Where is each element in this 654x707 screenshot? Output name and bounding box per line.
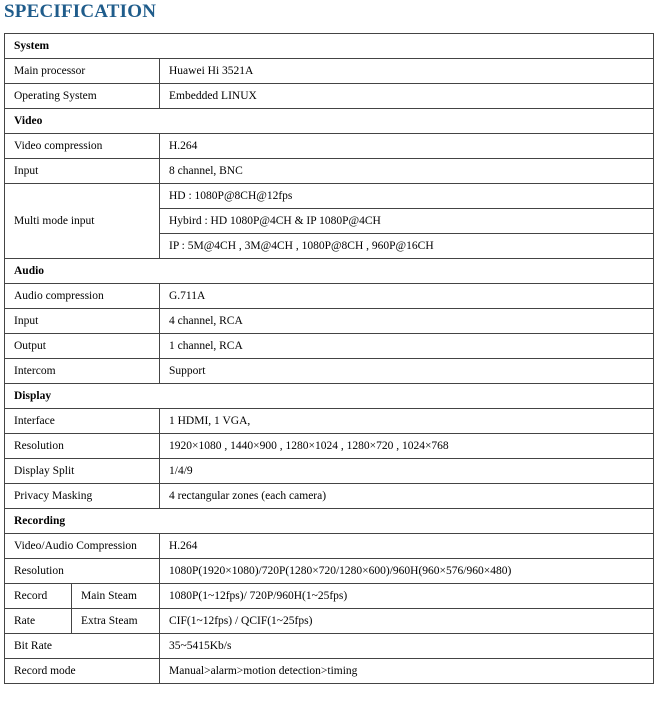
table-row — [5, 284, 654, 309]
section-heading-display: Display — [5, 384, 654, 409]
row-label: Output — [5, 334, 160, 359]
row-label: Video/Audio Compression — [5, 534, 160, 559]
table-row — [5, 584, 654, 609]
section-row-system — [5, 34, 654, 59]
row-label: Bit Rate — [5, 634, 160, 659]
row-label: Video compression — [5, 134, 160, 159]
table-row — [5, 434, 654, 459]
table-row — [5, 534, 654, 559]
row-value: Support — [160, 359, 654, 384]
specification-table — [4, 33, 654, 684]
row-label: Record mode — [5, 659, 160, 684]
table-row — [5, 334, 654, 359]
row-value: H.264 — [160, 134, 654, 159]
row-value: Embedded LINUX — [160, 84, 654, 109]
row-label: Multi mode input — [5, 184, 160, 259]
row-label: Audio compression — [5, 284, 160, 309]
row-value: 1/4/9 — [160, 459, 654, 484]
table-row — [5, 159, 654, 184]
row-value: 1 channel, RCA — [160, 334, 654, 359]
table-row — [5, 84, 654, 109]
table-row — [5, 409, 654, 434]
section-heading-recording: Recording — [5, 509, 654, 534]
row-label: Intercom — [5, 359, 160, 384]
section-row-recording — [5, 509, 654, 534]
row-label: Operating System — [5, 84, 160, 109]
row-label: Main processor — [5, 59, 160, 84]
row-label: Privacy Masking — [5, 484, 160, 509]
section-row-video — [5, 109, 654, 134]
row-sublabel-extra-steam: Extra Steam — [72, 609, 160, 634]
row-value: HD : 1080P@8CH@12fps — [160, 184, 654, 209]
row-value: CIF(1~12fps) / QCIF(1~25fps) — [160, 609, 654, 634]
row-value: 1 HDMI, 1 VGA, — [160, 409, 654, 434]
section-row-audio — [5, 259, 654, 284]
section-heading-video: Video — [5, 109, 654, 134]
row-label: Resolution — [5, 559, 160, 584]
row-value: 4 rectangular zones (each camera) — [160, 484, 654, 509]
row-value: G.711A — [160, 284, 654, 309]
table-row — [5, 484, 654, 509]
row-label: Interface — [5, 409, 160, 434]
row-value: 1080P(1920×1080)/720P(1280×720/1280×600)/960H(960×576/960×480) — [160, 559, 654, 584]
row-value: 1080P(1~12fps)/ 720P/960H(1~25fps) — [160, 584, 654, 609]
section-row-display — [5, 384, 654, 409]
page-title: SPECIFICATION — [4, 1, 157, 22]
row-value: Huawei Hi 3521A — [160, 59, 654, 84]
table-row — [5, 659, 654, 684]
row-label: Display Split — [5, 459, 160, 484]
row-value: 8 channel, BNC — [160, 159, 654, 184]
table-row — [5, 134, 654, 159]
section-heading-audio: Audio — [5, 259, 654, 284]
row-value: IP : 5M@4CH , 3M@4CH , 1080P@8CH , 960P@16CH — [160, 234, 654, 259]
table-row — [5, 634, 654, 659]
row-label: Resolution — [5, 434, 160, 459]
row-value: 4 channel, RCA — [160, 309, 654, 334]
table-row — [5, 459, 654, 484]
row-label-rate: Rate — [5, 609, 72, 634]
row-label: Input — [5, 159, 160, 184]
row-value: H.264 — [160, 534, 654, 559]
section-heading-system: System — [5, 34, 654, 59]
table-row — [5, 184, 654, 209]
row-value: 1920×1080 , 1440×900 , 1280×1024 , 1280×720 , 1024×768 — [160, 434, 654, 459]
table-row — [5, 309, 654, 334]
row-value: Manual>alarm>motion detection>timing — [160, 659, 654, 684]
row-value: Hybird : HD 1080P@4CH & IP 1080P@4CH — [160, 209, 654, 234]
table-row — [5, 359, 654, 384]
row-label-record: Record — [5, 584, 72, 609]
table-row — [5, 559, 654, 584]
row-value: 35~5415Kb/s — [160, 634, 654, 659]
table-row — [5, 609, 654, 634]
table-row — [5, 59, 654, 84]
row-label: Input — [5, 309, 160, 334]
row-sublabel-main-steam: Main Steam — [72, 584, 160, 609]
